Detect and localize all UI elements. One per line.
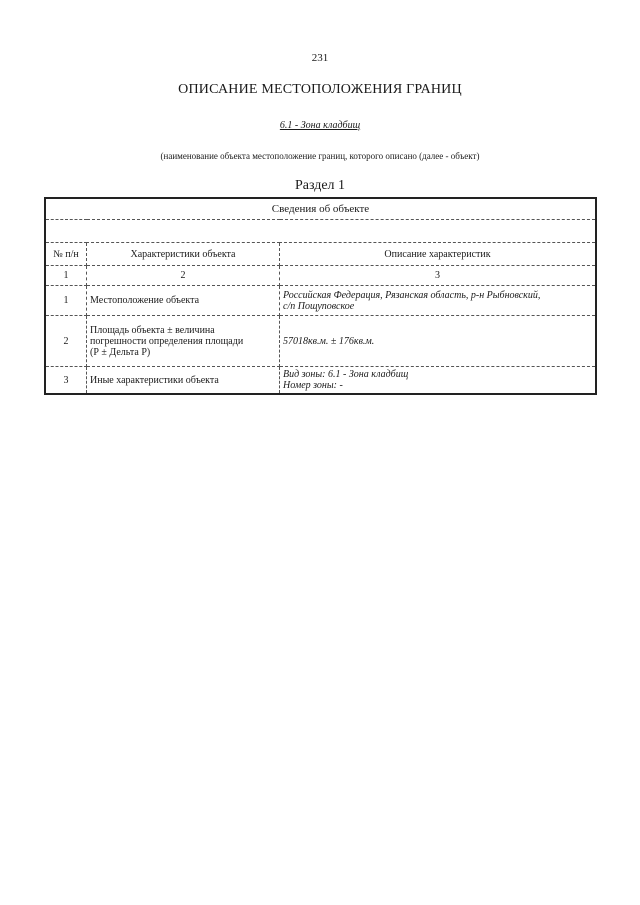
row-characteristic	[87, 316, 280, 367]
description-line: Номер зоны: -	[283, 380, 343, 391]
object-info-table	[44, 197, 597, 395]
row-characteristic: Иные характеристики объекта	[87, 367, 280, 395]
row-description	[280, 367, 597, 395]
column-number-1: 1	[45, 266, 87, 286]
table-row	[45, 286, 596, 316]
table-row	[45, 316, 596, 367]
row-number: 2	[45, 316, 87, 367]
table-section-title-row	[45, 198, 596, 220]
row-number: 3	[45, 367, 87, 395]
page-number: 231	[311, 52, 329, 64]
row-description	[280, 316, 597, 367]
characteristic-line: Площадь объекта ± величина	[90, 324, 215, 336]
document-title: ОПИСАНИЕ МЕСТОПОЛОЖЕНИЯ ГРАНИЦ	[178, 82, 462, 97]
description-line: с/п Пощуповское	[283, 300, 355, 312]
column-number-3: 3	[280, 266, 597, 286]
table-blank-cell	[45, 220, 596, 243]
row-number: 1	[45, 286, 87, 316]
description-line: 57018кв.м. ± 176кв.м.	[283, 335, 375, 347]
table-section-title: Сведения об объекте	[45, 198, 596, 220]
table-row	[45, 367, 596, 395]
table-column-numbers-row	[45, 266, 596, 286]
characteristic-line: погрешности определения площади	[90, 335, 244, 347]
object-name: 6.1 - Зона кладбищ	[279, 120, 361, 131]
row-characteristic: Местоположение объекта	[87, 286, 280, 316]
row-description	[280, 286, 597, 316]
table-header-row	[45, 243, 596, 266]
table-blank-row	[45, 220, 596, 243]
column-number-2: 2	[87, 266, 280, 286]
header-characteristics: Характеристики объекта	[87, 243, 280, 266]
object-caption: (наименование объекта местоположение границ, которого описано (далее - объект)	[160, 151, 480, 161]
description-line: Вид зоны: 6.1 - Зона кладбищ	[283, 369, 409, 380]
section-heading: Раздел 1	[294, 178, 346, 193]
header-number: № п/н	[45, 243, 87, 266]
characteristic-line: (Р ± Дельта Р)	[90, 346, 151, 358]
header-description: Описание характеристик	[280, 243, 597, 266]
description-line: Российская Федерация, Рязанская область, р-н Рыбновский,	[283, 289, 541, 301]
